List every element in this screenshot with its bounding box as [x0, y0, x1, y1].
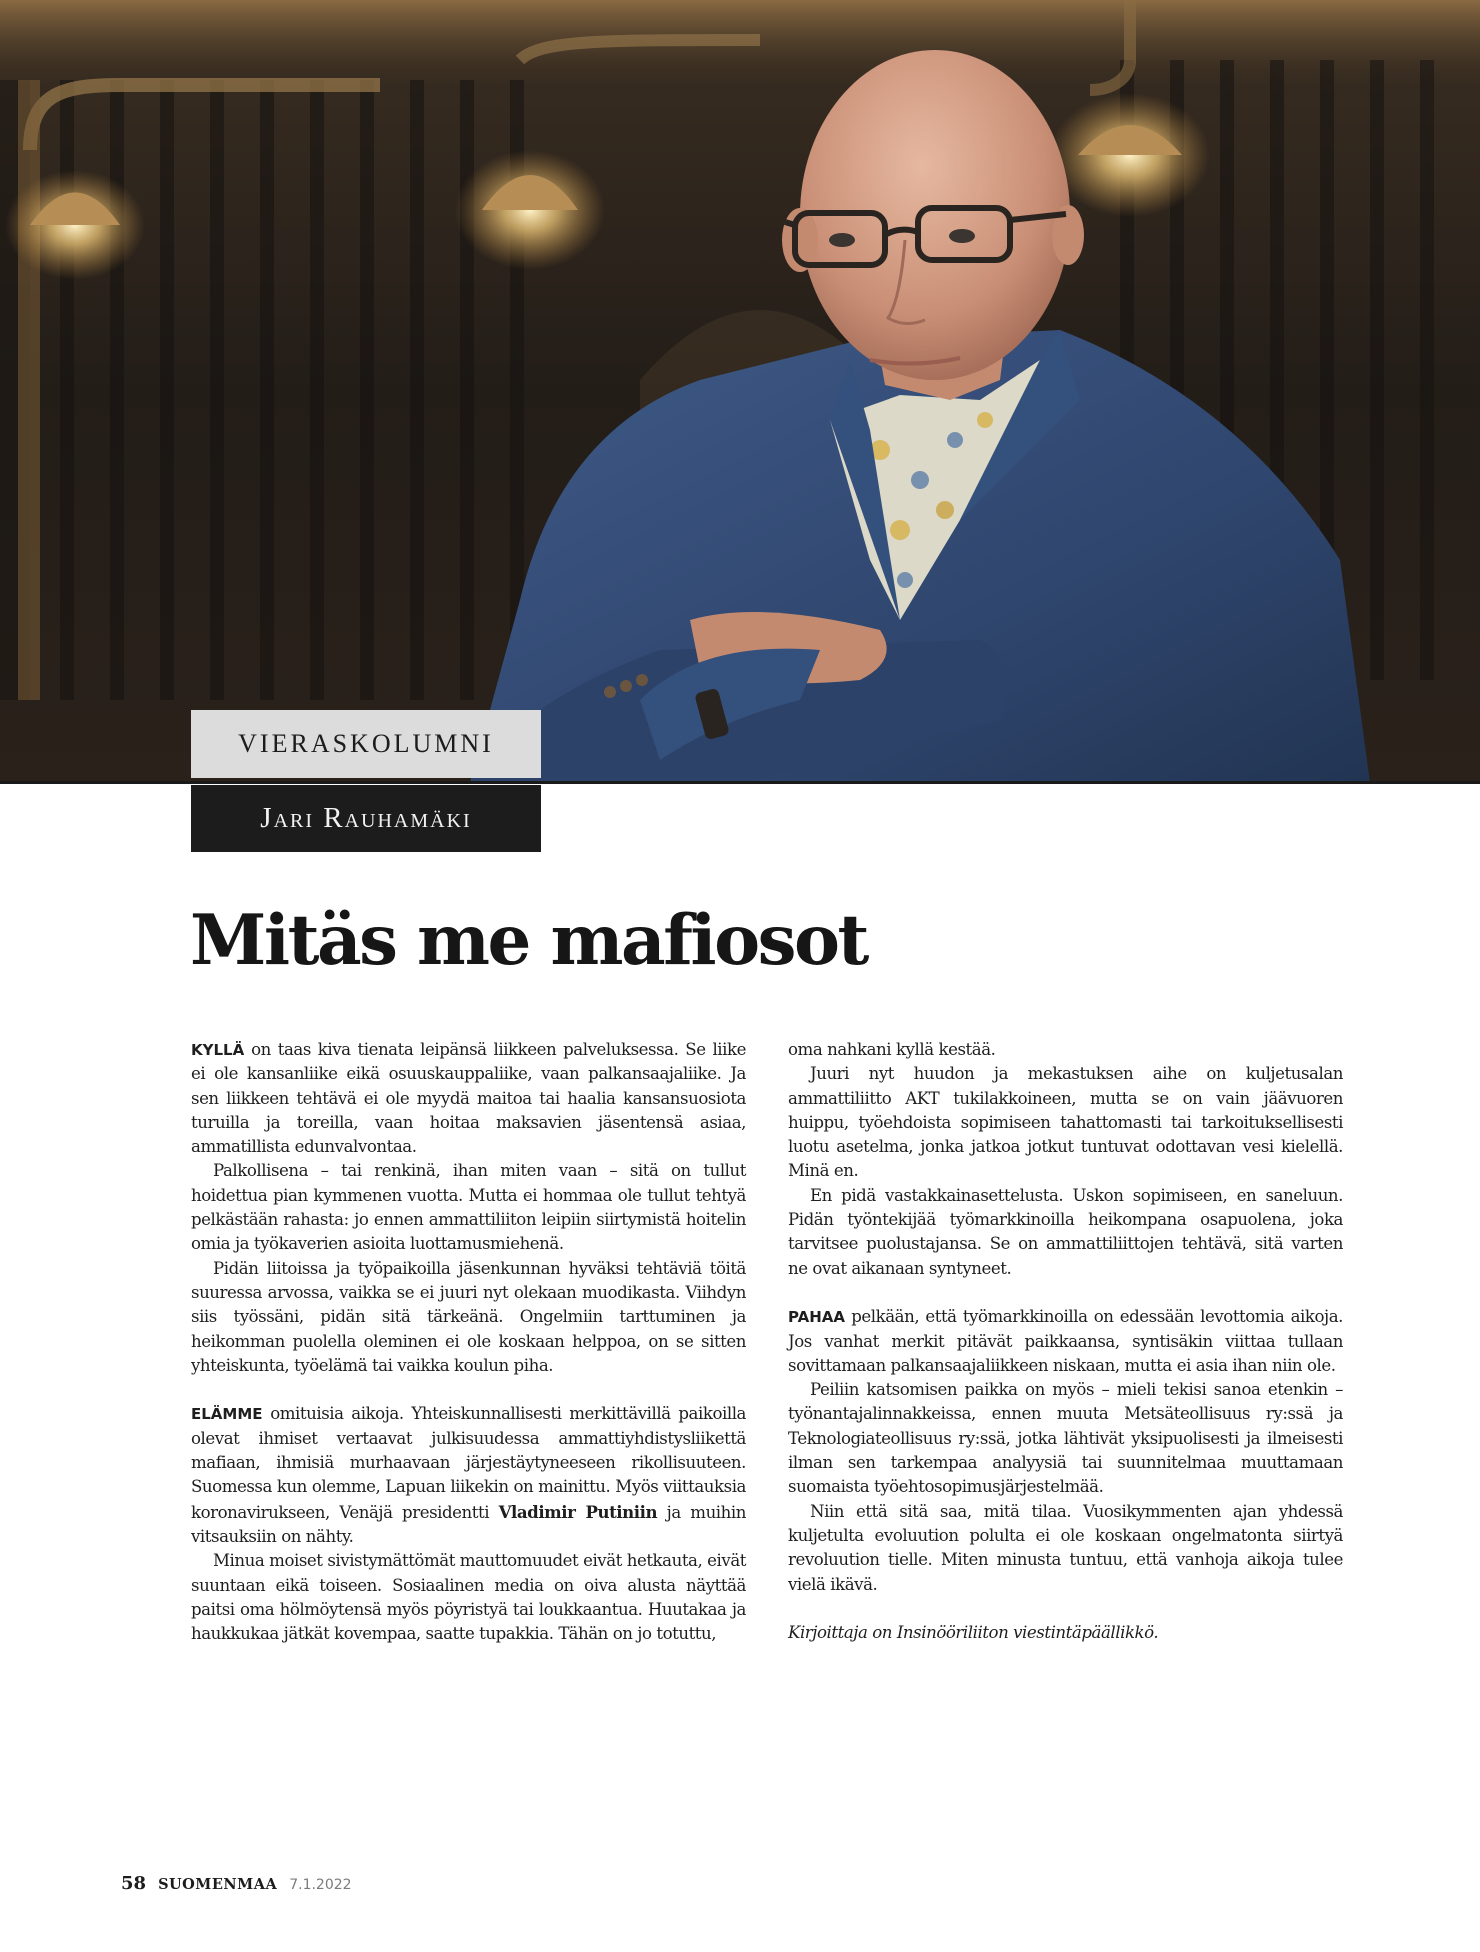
paragraph: Juuri nyt huudon ja mekastuksen aihe on kuljetusalan ammattiliitto AKT tukilakkoineen, mutta se on vain jäävuoren huippu, työehdoista sopimiseen tahattomasti tai tarkoituksellisesti luotu asetelma, jonka jatkoa jotkut tuntuvat odottavan vesi kielellä. Minä en.: [788, 1064, 1343, 1181]
issue-date: 7.1.2022: [289, 1877, 352, 1893]
lead-word: KYLLÄ: [191, 1041, 245, 1059]
paragraph-continued: oma nahkani kyllä kestää.: [788, 1040, 996, 1059]
article-column-right: [788, 1038, 1343, 1645]
paragraph: Niin että sitä saa, mitä tilaa. Vuosikymmenten ajan yhdessä kuljetulta evoluution polulta ei ole koskaan ongelmatonta siirtyä revoluution tielle. Miten minusta tuntuu, että vanhoja aikoja tulee vielä ikävä.: [788, 1501, 1343, 1594]
section-kicker: VIERASKOLUMNI: [191, 710, 541, 778]
hero-photo: [0, 0, 1480, 783]
paragraph: Peiliin katsomisen paikka on myös – mieli tekisi sanoa etenkin – työnantajalinnakkeissa, ennen muuta Metsäteollisuus ry:ssä ja Teknologiateollisuus ry:ssä, jotka lähtivät yksipuolisesti ja ilmeisesti ilman sen tarkempaa analyysiä tai suunnitelmaa muuttamaan suomaista työehtosopimusjärjestelmää.: [788, 1380, 1343, 1497]
paragraph: Palkollisena – tai renkinä, ihan miten vaan – sitä on tullut hoidettua pian kymmenen vuotta. Mutta ei hommaa ole tullut tehtyä pelkästään rahasta: jo ennen ammattiliiton leipiin siirtymistä hoitelin omia ja työkaverien asioita luottamusmiehenä.: [191, 1161, 746, 1254]
paragraph: Minua moiset sivistymättömät mauttomuudet eivät hetkauta, eivät suuntaan eikä toiseen. Sosiaalinen media on oiva alusta näyttää paitsi oma hölmöytensä myös pöyristyä tai loukkaantua. Huutakaa ja haukkukaa jätkät kovempaa, saatte tupakkia. Tähän on jo totuttu,: [191, 1551, 746, 1644]
paragraph: En pidä vastakkainasettelusta. Uskon sopimiseen, en saneluun. Pidän työntekijää työmarkkinoilla heikompana osapuolena, joka tarvitsee puolustajansa. Se on ammattiliittojen tehtävä, sitä varten ne ovat aikanaan syntyneet.: [788, 1185, 1343, 1278]
paragraph: Pidän liitoissa ja työpaikoilla jäsenkunnan hyväksi tehtäviä töitä suuressa arvossa, vaikka se ei juuri nyt olekaan muodikasta. Viihdyn siis työssäni, pidän sitä tärkeänä. Ongelmiin tarttuminen ja heikomman puolella oleminen ei ole koskaan helppoa, on se sitten yhteiskunta, työelämä tai vaikka koulun piha.: [191, 1258, 746, 1375]
article-headline: Mitäs me mafiosot: [190, 900, 867, 981]
paragraph-text: pelkään, että työmarkkinoilla on edessään levottomia aikoja. Jos vanhat merkit pitävät paikkaansa, syntisäkin viittaa tullaan sovittamaan palkansaajaliikkeen niskaan, mutta ei asia ihan niin ole.: [788, 1307, 1343, 1375]
paragraph: [191, 1038, 746, 1159]
paragraph: [191, 1402, 746, 1549]
lead-word: ELÄMME: [191, 1405, 263, 1424]
paragraph-text: ja muihin vitsauksiin on nähty.: [191, 1502, 746, 1546]
person-name: Vladimir Putiniin: [498, 1501, 658, 1522]
paragraph: [788, 1305, 1343, 1378]
photo-divider: [0, 781, 1480, 784]
article-column-left: [191, 1038, 746, 1646]
paragraph-text: on taas kiva tienata leipänsä liikkeen palveluksessa. Se liike ei ole kansanliike eikä osuuskauppaliike, vaan palkansaajaliike. Ja sen liikkeen tehtävä ei ole myydä maitoa tai haalia kansansuosiota turuilla ja toreilla, vaan hoitaa maksavien jäsentensä asiaa, ammatillista edunvalvontaa.: [191, 1040, 746, 1157]
magazine-name: SUOMENMAA: [158, 1876, 278, 1893]
page-footer: [121, 1873, 352, 1894]
portrait-illustration: [0, 0, 1480, 783]
paragraph-text: omituisia aikoja. Yhteiskunnallisesti merkittävillä paikoilla olevat ihmiset vertaavat julkisuudessa ammattiyhdistysliikettä mafiaan, ihmisiä murhaavaan järjestäytyneeseen rikollisuuteen. Suomessa kun olemme, Lapuan liikekin on mainittu. Myös viittauksia koronavirukseen, Venäjä presidentti: [191, 1404, 746, 1522]
author-byline: Jari Rauhamäki: [191, 785, 541, 852]
page-number: 58: [121, 1873, 147, 1894]
lead-word: PAHAA: [788, 1308, 845, 1327]
author-signature: Kirjoittaja on Insinööriliiton viestintäpäällikkö.: [788, 1623, 1159, 1643]
